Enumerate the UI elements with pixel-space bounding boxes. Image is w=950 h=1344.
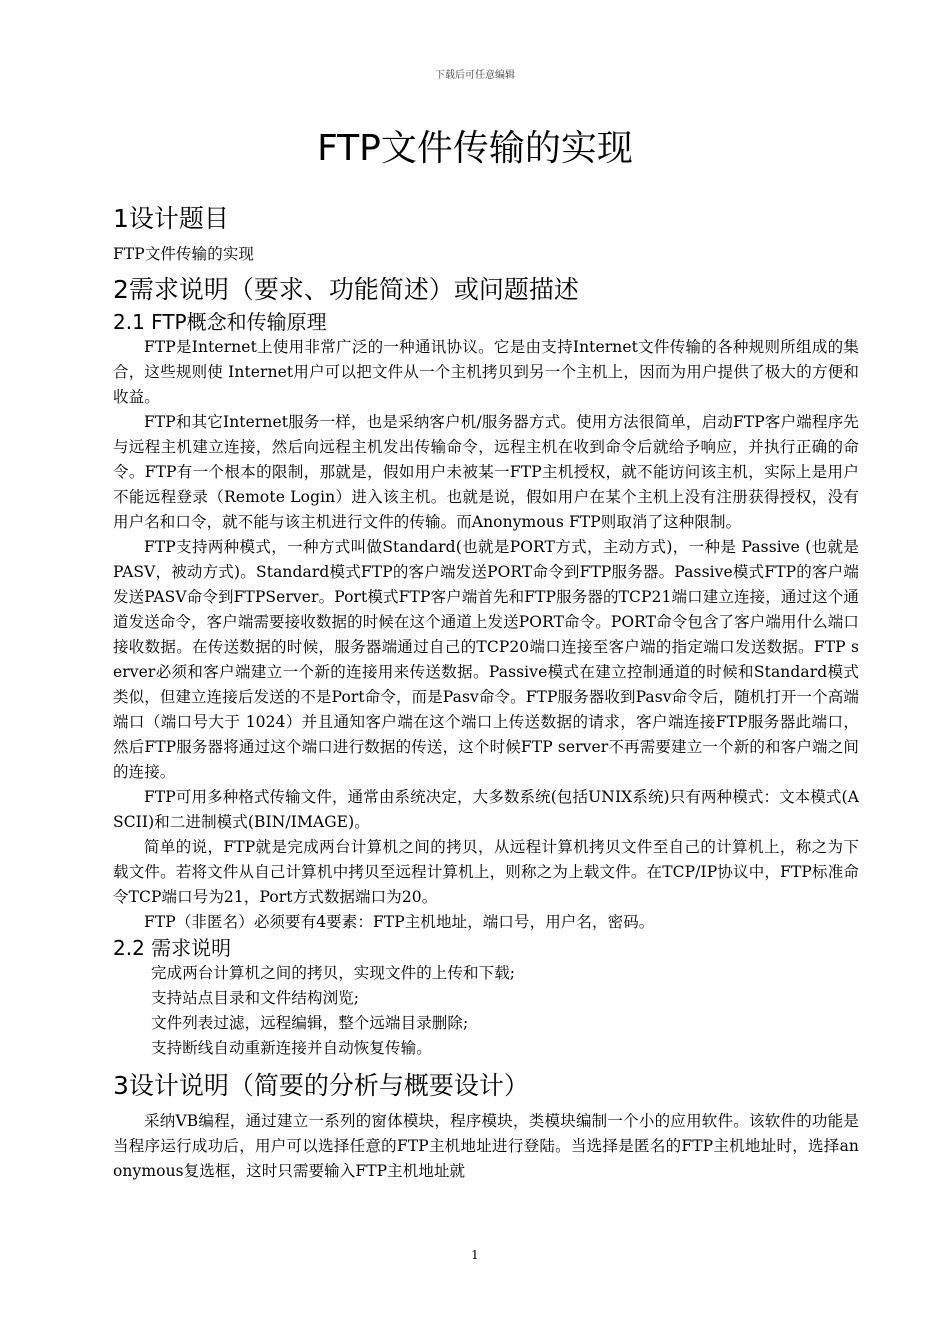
document-body [113,200,859,1184]
section-1-text: FTP文件传输的实现 [113,245,255,263]
section-2-1-heading: 2.1 FTP概念和传输原理 [113,310,327,334]
page-number: 1 [471,1248,479,1262]
list-item: 完成两台计算机之间的拷贝，实现文件的上传和下载; [151,964,516,982]
list-item: 文件列表过滤，远程编辑，整个远端目录删除; [151,1014,469,1032]
paragraph: FTP可用多种格式传输文件，通常由系统决定，大多数系统(包括UNIX系统)只有两种模式：文本模式(ASCII)和二进制模式(BIN/IMAGE)。 [113,788,859,831]
paragraph: FTP支持两种模式，一种方式叫做Standard(也就是PORT方式，主动方式)，一种是 Passive (也就是PASV，被动方式)。Standard模式FTP的客户端发送PORT命令到FTP服务器。Passive模式FTP的客户端发送PASV命令到FTPServer。Port模式FTP客户端首先和FTP服务器的TCP21端口建立连接，通过这个通道发送命令，客户端需要接收数据的时候在这个通道上发送PORT命令。PORT命令包含了客户端用什么端口接收数据。在传送数据的时候，服务器端通过自己的TCP20端口连接至客户端的指定端口发送数据。FTP server必须和客户端建立一个新的连接用来传送数据。Passive模式在建立控制通道的时候和Standard模式类似，但建立连接后发送的不是Port命令，而是Pasv命令。FTP服务器收到Pasv命令后，随机打开一个高端端口（端口号大于 1024）并且通知客户端在这个端口上传送数据的请求，客户端连接FTP服务器此端口，然后FTP服务器将通过这个端口进行数据的传送，这个时候FTP server不再需要建立一个新的和客户端之间的连接。 [113,538,859,781]
page-header: 下载后可任意编辑 [435,70,515,81]
paragraph: 采纳VB编程，通过建立一系列的窗体模块，程序模块，类模块编制一个小的应用软件。该软件的功能是当程序运行成功后，用户可以选择任意的FTP主机地址进行登陆。当选择是匿名的FTP主机地址时，选择anonymous复选框，这时只需要输入FTP主机地址就 [113,1112,859,1180]
list-item: 支持断线自动重新连接并自动恢复传输。 [151,1039,432,1057]
document-title: FTP文件传输的实现 [317,128,633,169]
paragraph: 简单的说，FTP就是完成两台计算机之间的拷贝，从远程计算机拷贝文件至自己的计算机上，称之为下载文件。若将文件从自己计算机中拷贝至远程计算机上，则称之为上载文件。在TCP/IP协议中，FTP标准命令TCP端口号为21，Port方式数据端口为20。 [113,838,859,906]
list-item: 支持站点目录和文件结构浏览; [151,989,360,1007]
section-3-heading: 3设计说明（简要的分析与概要设计） [113,1071,529,1100]
section-2-2-heading: 2.2 需求说明 [113,936,232,960]
paragraph: FTP和其它Internet服务一样，也是采纳客户机/服务器方式。使用方法很简单，启动FTP客户端程序先与远程主机建立连接，然后向远程主机发出传输命令，远程主机在收到命令后就给予响应，并执行正确的命令。FTP有一个根本的限制，那就是，假如用户未被某一FTP主机授权，就不能访问该主机，实际上是用户不能远程登录（Remote Login）进入该主机。也就是说，假如用户在某个主机上没有注册获得授权，没有用户名和口令，就不能与该主机进行文件的传输。而Anonymous FTP则取消了这种限制。 [113,413,859,531]
paragraph: FTP（非匿名）必须要有4要素：FTP主机地址，端口号，用户名，密码。 [144,913,655,931]
section-1-heading: 1设计题目 [113,204,229,233]
section-2-heading: 2需求说明（要求、功能简述）或问题描述 [113,275,579,304]
paragraph: FTP是Internet上使用非常广泛的一种通讯协议。它是由支持Internet文件传输的各种规则所组成的集合，这些规则使 Internet用户可以把文件从一个主机拷贝到另一个主机上，因而为用户提供了极大的方便和收益。 [113,338,859,406]
